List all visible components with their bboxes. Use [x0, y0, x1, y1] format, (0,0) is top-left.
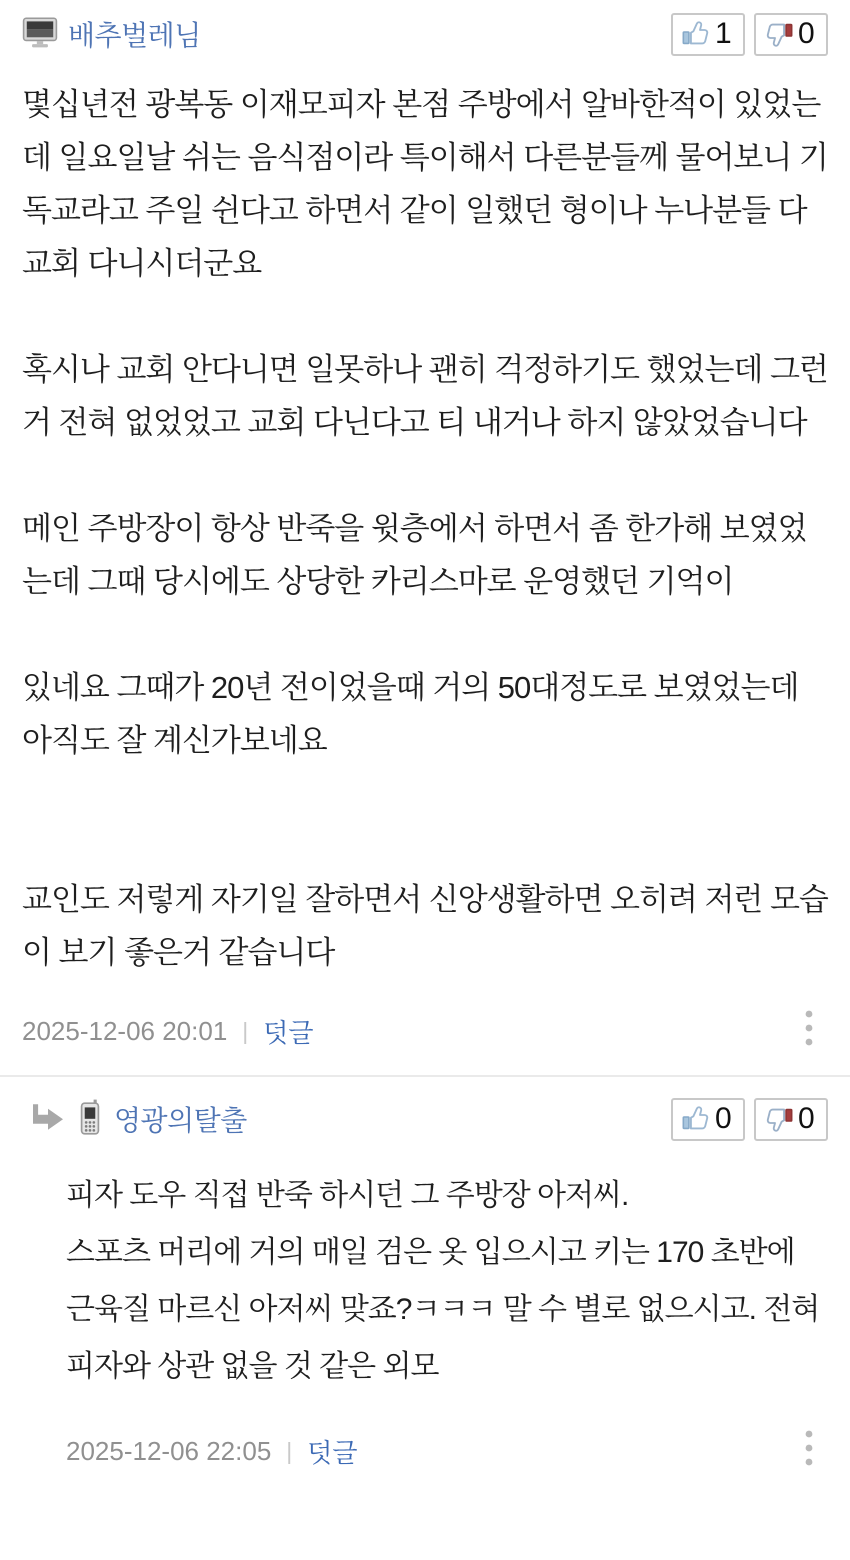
- reply-header: [30, 1093, 828, 1145]
- reply-link[interactable]: 덧글: [307, 1437, 358, 1468]
- thumbs-up-icon: [680, 1103, 712, 1135]
- thumbs-down-icon: [763, 1103, 795, 1135]
- dislike-button[interactable]: [754, 1098, 828, 1141]
- reply-paragraph: 스포츠 머리에 거의 매일 검은 옷 입으시고 키는 170 초반에 근육질 마르신 아저씨 맞죠?ㅋㅋㅋ 말 수 별로 없으시고. 전혀 피자와 상관 없을 것 같은 외모: [66, 1236, 820, 1383]
- vote-buttons: [671, 13, 828, 56]
- comment-footer: [22, 1009, 828, 1053]
- comment-paragraph: 혹시나 교회 안다니면 일못하나 괜히 걱정하기도 했었는데 그런거 전혀 없었었고 교회 다닌다고 티 내거나 하지 않았었습니다: [22, 352, 828, 440]
- reply-footer: [66, 1429, 828, 1473]
- like-count: 0: [715, 1102, 732, 1135]
- reply-timestamp: 2025-12-06 22:05: [66, 1435, 272, 1466]
- comment-header: [22, 10, 828, 58]
- comment-body: [22, 78, 828, 979]
- comment-author[interactable]: 배추벌레님: [68, 20, 201, 51]
- thumbs-down-icon: [763, 18, 795, 50]
- reply-comment: [0, 1077, 850, 1473]
- like-button[interactable]: [671, 1098, 745, 1141]
- comment-paragraph: 몇십년전 광복동 이재모피자 본점 주방에서 알바한적이 있었는데 일요일날 쉬는 음식점이라 특이해서 다른분들께 물어보니 기독교라고 주일 쉰다고 하면서 같이 일했던 형이나 누나분들 다 교회 다니시더군요: [22, 87, 828, 281]
- comment-paragraph: 있네요 그때가 20년 전이었을때 거의 50대정도로 보였었는데 아직도 잘 계신가보네요: [22, 670, 799, 758]
- footer-separator: |: [242, 1017, 249, 1044]
- mobile-icon: [78, 1099, 102, 1140]
- like-button[interactable]: [671, 13, 745, 56]
- thumbs-up-icon: [680, 18, 712, 50]
- footer-separator: |: [286, 1437, 293, 1464]
- reply-author[interactable]: 영광의탈출: [114, 1105, 247, 1136]
- comment-timestamp: 2025-12-06 20:01: [22, 1015, 228, 1046]
- kebab-menu-icon[interactable]: [804, 1008, 828, 1055]
- desktop-icon: [22, 16, 58, 53]
- kebab-menu-icon[interactable]: [804, 1428, 828, 1475]
- comment-paragraph: 교인도 저렇게 자기일 잘하면서 신앙생활하면 오히려 저런 모습이 보기 좋은거 같습니다: [22, 882, 828, 970]
- vote-buttons: [671, 1098, 828, 1141]
- like-count: 1: [715, 17, 732, 50]
- reply-body: [66, 1167, 828, 1395]
- dislike-button[interactable]: [754, 13, 828, 56]
- reply-paragraph: 피자 도우 직접 반죽 하시던 그 주방장 아저씨.: [66, 1179, 629, 1212]
- reply-link[interactable]: 덧글: [263, 1017, 314, 1048]
- dislike-count: 0: [798, 17, 815, 50]
- reply-arrow-icon: [30, 1102, 66, 1137]
- dislike-count: 0: [798, 1102, 815, 1135]
- comment-paragraph: 메인 주방장이 항상 반죽을 윗층에서 하면서 좀 한가해 보였었는데 그때 당시에도 상당한 카리스마로 운영했던 기억이: [22, 511, 807, 599]
